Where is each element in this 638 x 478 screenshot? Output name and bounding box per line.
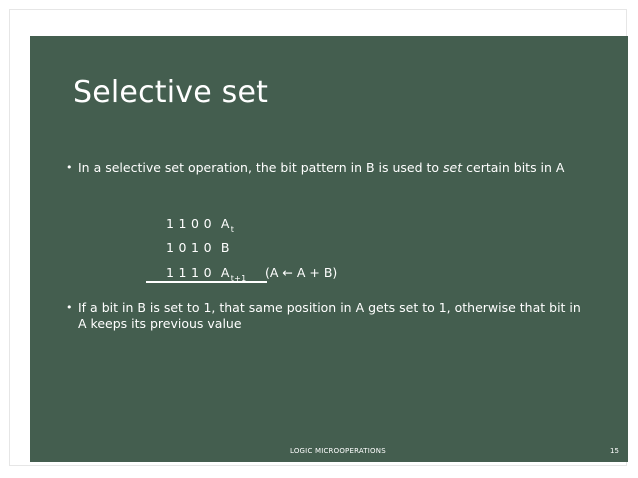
bullet-text-before: In a selective set operation, the bit pattern in B is used to [78, 160, 444, 175]
bullet-text [78, 160, 564, 176]
slide [30, 36, 628, 462]
bullet-dot: • [66, 161, 73, 174]
bit-pattern: 1 0 1 0 [166, 240, 212, 255]
slide-title: Selective set [73, 75, 269, 110]
slide-frame [9, 9, 627, 466]
bit-pattern: 1 1 0 0 [166, 216, 212, 231]
bit-row-a-t-plus-1 [166, 265, 247, 283]
bullet-text-after: certain bits in A [462, 160, 565, 175]
bit-row-a-t [166, 216, 234, 234]
bullet-text-emphasis: set [443, 160, 463, 175]
slide-footer: LOGIC MICROOPERATIONS [290, 447, 386, 455]
bullet-dot: • [66, 301, 73, 314]
page-number: 15 [610, 447, 619, 455]
bullet-selective-set-description [66, 160, 606, 176]
bit-pattern: 1 1 1 0 [166, 265, 212, 280]
bit-row-b [166, 240, 230, 255]
register-label: A [220, 265, 230, 280]
register-subscript: t+1 [230, 274, 247, 283]
register-label: A [220, 216, 230, 231]
operation-expression: (A ← A + B) [265, 265, 338, 280]
register-subscript: t [230, 225, 235, 234]
bullet-text: If a bit in B is set to 1, that same position in A gets set to 1, otherwise that bit in A keeps its previous value [78, 300, 581, 331]
bullet-set-rule [66, 300, 596, 332]
register-label: B [220, 240, 230, 255]
